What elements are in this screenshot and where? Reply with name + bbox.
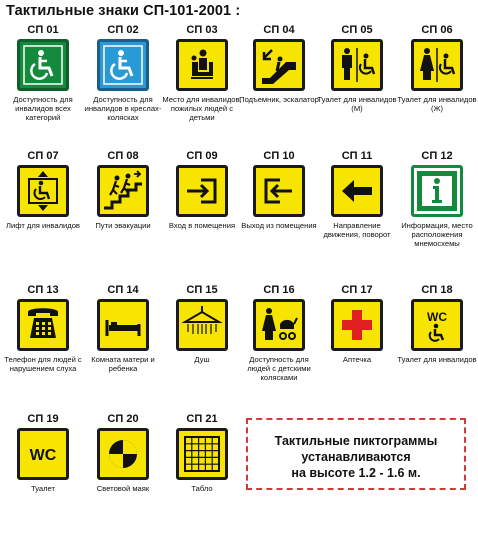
male-wheelchair-icon (334, 42, 380, 88)
sign-tile (176, 299, 228, 351)
sign-code: СП 06 (421, 24, 453, 36)
sign-sp16 (240, 284, 318, 406)
sign-sp13 (4, 284, 82, 406)
sign-tile (253, 165, 305, 217)
sign-code: СП 04 (263, 24, 295, 36)
sign-caption: Душ (194, 355, 210, 364)
shower-icon (179, 302, 225, 348)
sign-caption: Вход в помещения (168, 221, 236, 230)
sign-code: СП 14 (107, 284, 139, 296)
wc-wheelchair-icon (414, 302, 460, 348)
sign-code: СП 09 (186, 150, 218, 162)
svg-text:WC: WC (427, 310, 447, 324)
sign-sp21 (163, 413, 241, 535)
sign-tile (411, 299, 463, 351)
sign-code: СП 08 (107, 150, 139, 162)
sign-code: СП 18 (421, 284, 453, 296)
sign-caption: Телефон для людей с нарушением слуха (4, 355, 82, 374)
sign-tile (17, 39, 69, 91)
info-icon (414, 168, 460, 214)
display-board-icon (179, 431, 225, 477)
sign-caption: Выход из помещения (241, 221, 317, 230)
evacuation-icon (100, 168, 146, 214)
sign-tile (176, 428, 228, 480)
telephone-icon (20, 302, 66, 348)
sign-code: СП 21 (186, 413, 218, 425)
sign-sp20 (84, 413, 162, 535)
sign-sp07 (4, 150, 82, 272)
sign-code: СП 17 (341, 284, 373, 296)
sign-tile (253, 299, 305, 351)
sign-caption: Табло (191, 484, 213, 493)
sign-code: СП 19 (27, 413, 59, 425)
sign-caption: Направление движения, поворот (323, 221, 391, 240)
notice-line-2: устанавливаются (301, 450, 411, 464)
sign-sp14 (84, 284, 162, 406)
sign-code: СП 16 (263, 284, 295, 296)
sign-code: СП 01 (27, 24, 59, 36)
sign-tile (411, 165, 463, 217)
seated-person-icon (179, 42, 225, 88)
sign-caption: Пути эвакуации (95, 221, 151, 230)
arrow-left-icon (334, 168, 380, 214)
sign-caption: Подъемник, эскалатор (239, 95, 319, 104)
sign-sp08 (84, 150, 162, 272)
sign-sp15 (163, 284, 241, 406)
wheelchair-icon (20, 42, 66, 88)
sign-caption: Доступность для инвалидов в креслах-колясках (84, 95, 162, 123)
sign-tile (17, 165, 69, 217)
sign-sp11 (318, 150, 396, 272)
sign-code: СП 03 (186, 24, 218, 36)
bed-icon (100, 302, 146, 348)
beacon-icon (100, 431, 146, 477)
sign-caption: Место для инвалидов, пожилых людей с детьми (162, 95, 242, 123)
sign-code: СП 02 (107, 24, 139, 36)
escalator-icon (256, 42, 302, 88)
notice-line-3: на высоте 1.2 - 1.6 м. (291, 466, 421, 480)
entrance-icon (179, 168, 225, 214)
sign-caption: Туалет для инвалидов (Ж) (397, 95, 477, 114)
sign-code: СП 05 (341, 24, 373, 36)
sign-code: СП 07 (27, 150, 59, 162)
sign-tile (97, 165, 149, 217)
sign-code: СП 13 (27, 284, 59, 296)
sign-sp03 (163, 24, 241, 146)
page-title: Тактильные знаки СП-101-2001 : (6, 3, 241, 19)
stroller-icon (256, 302, 302, 348)
red-cross-icon (334, 302, 380, 348)
sign-caption: Доступность для инвалидов всех категорий (13, 95, 73, 123)
sign-sp05 (318, 24, 396, 146)
sign-sp19 (4, 413, 82, 535)
female-wheelchair-icon (414, 42, 460, 88)
sign-code: СП 11 (341, 150, 373, 162)
sign-code: СП 20 (107, 413, 139, 425)
sign-tile (331, 165, 383, 217)
sign-tile (411, 39, 463, 91)
sign-sp06 (398, 24, 476, 146)
sign-caption: Комната матери и ребенка (91, 355, 155, 374)
sign-caption: Лифт для инвалидов (6, 221, 80, 230)
sign-sp18 (398, 284, 476, 406)
sign-code: СП 15 (186, 284, 218, 296)
sign-caption: Туалет (30, 484, 56, 493)
sign-caption: Световой маяк (96, 484, 150, 493)
sign-sp01 (4, 24, 82, 146)
sign-sp12 (398, 150, 476, 272)
sign-tile (17, 428, 69, 480)
sign-tile (97, 39, 149, 91)
sign-caption: Доступность для людей с детскими колясками (247, 355, 311, 383)
sign-tile (253, 39, 305, 91)
sign-sp17 (318, 284, 396, 406)
sign-caption: Туалет для инвалидов (397, 355, 477, 364)
svg-text:WC: WC (29, 447, 57, 464)
wc-icon (20, 431, 66, 477)
installation-notice (246, 418, 466, 490)
sign-tile (17, 299, 69, 351)
sign-tile (176, 39, 228, 91)
sign-tile (97, 299, 149, 351)
sign-sp10 (240, 150, 318, 272)
notice-line-1: Тактильные пиктограммы (274, 434, 438, 448)
sign-sp09 (163, 150, 241, 272)
sign-caption: Аптечка (342, 355, 372, 364)
sign-tile (97, 428, 149, 480)
sign-caption: Информация, место расположения мнемосхемы (401, 221, 473, 249)
sign-sp02 (84, 24, 162, 146)
wheelchair-icon (100, 42, 146, 88)
elevator-icon (20, 168, 66, 214)
sign-sp04 (240, 24, 318, 146)
sign-caption: Туалет для инвалидов (М) (317, 95, 397, 114)
sign-tile (331, 299, 383, 351)
sign-tile (176, 165, 228, 217)
sign-tile (331, 39, 383, 91)
exit-icon (256, 168, 302, 214)
sign-code: СП 12 (421, 150, 453, 162)
sign-code: СП 10 (263, 150, 295, 162)
